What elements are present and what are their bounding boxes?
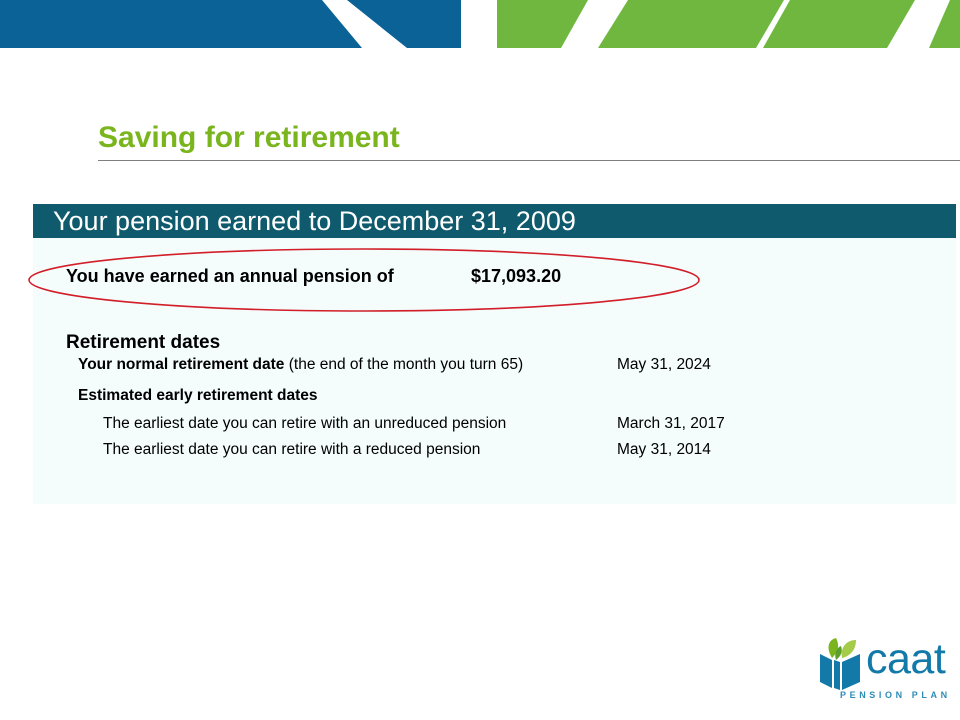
banner-green-stripe-1 <box>598 0 784 48</box>
highlight-ellipse <box>28 247 708 317</box>
banner-green-block <box>497 0 588 48</box>
normal-retirement-date: May 31, 2024 <box>617 356 711 373</box>
top-banner <box>0 0 960 48</box>
book-leaf-icon <box>818 636 864 690</box>
title-divider <box>98 160 960 161</box>
caat-logo <box>818 635 951 704</box>
banner-green-stripe-3 <box>929 0 960 48</box>
slide-title: Saving for retirement <box>98 121 400 154</box>
annual-pension-amount: $17,093.20 <box>471 266 562 286</box>
logo-wordmark: caat <box>866 635 946 683</box>
normal-retirement-label: Your normal retirement date <box>78 356 285 373</box>
unreduced-pension-label: The earliest date you can retire with an unreduced pension <box>103 415 507 432</box>
reduced-pension-date: May 31, 2014 <box>617 441 711 458</box>
statement-header: Your pension earned to December 31, 2009 <box>33 204 956 238</box>
early-retirement-heading: Estimated early retirement dates <box>78 387 318 404</box>
banner-blue-band <box>0 0 362 48</box>
annual-pension-label: You have earned an annual pension of <box>66 266 394 286</box>
reduced-pension-label: The earliest date you can retire with a reduced pension <box>103 441 481 458</box>
banner-green-stripe-2 <box>763 0 915 48</box>
logo-tagline: PENSION PLAN <box>840 690 951 700</box>
unreduced-pension-date: March 31, 2017 <box>617 415 725 432</box>
retirement-dates-heading: Retirement dates <box>66 332 221 353</box>
normal-retirement-note: (the end of the month you turn 65) <box>288 356 524 373</box>
banner-blue-wedge <box>347 0 461 48</box>
normal-retirement-row <box>78 356 523 374</box>
